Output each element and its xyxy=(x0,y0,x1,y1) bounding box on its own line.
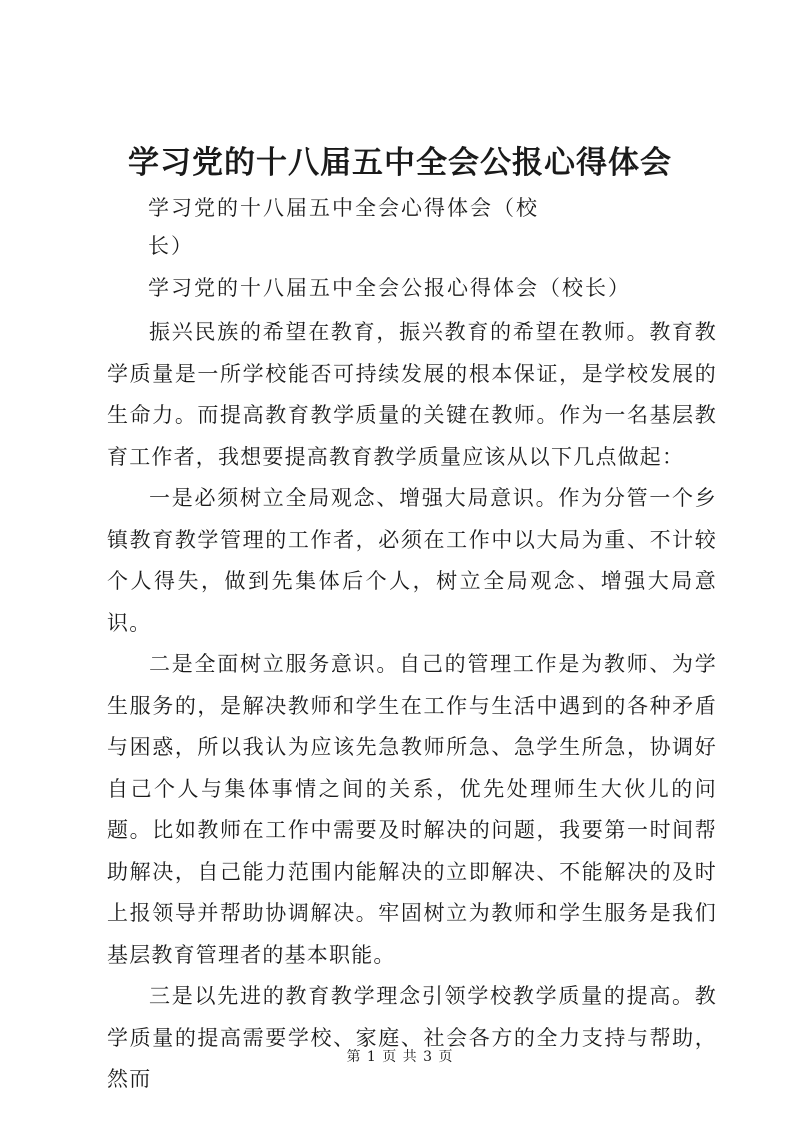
paragraph-2: 一是必须树立全局观念、增强大局意识。作为分管一个乡镇教育教学管理的工作者，必须在工作中以大局为重、不计较个人得失，做到先集体后个人，树立全局观念、增强大局意识。 xyxy=(107,486,717,635)
body-text xyxy=(107,312,717,1101)
document-title: 学习党的十八届五中全会公报心得体会 xyxy=(128,145,672,181)
subtitle-line-2: 长） xyxy=(148,234,194,258)
paragraph-4: 三是以先进的教育教学理念引领学校教学质量的提高。教学质量的提高需要学校、家庭、社会各方的全力支持与帮助，然而 xyxy=(107,984,717,1091)
paragraph-1: 振兴民族的希望在教育，振兴教育的希望在教师。教育教学质量是一所学校能否可持续发展的根本保证，是学校发展的生命力。而提高教育教学质量的关键在教师。作为一名基层教育工作者，我想要提高教育教学质量应该从以下几点做起： xyxy=(107,320,717,469)
page-footer: 第 1 页 共 3 页 xyxy=(346,1049,454,1065)
paragraph-3: 二是全面树立服务意识。自己的管理工作是为教师、为学生服务的，是解决教师和学生在工作与生活中遇到的各种矛盾与困惑，所以我认为应该先急教师所急、急学生所急，协调好自己个人与集体事情之间的关系，优先处理师生大伙儿的问题。比如教师在工作中需要及时解决的问题，我要第一时间帮助解决，自己能力范围内能解决的立即解决、不能解决的及时上报领导并帮助协调解决。牢固树立为教师和学生服务是我们基层教育管理者的基本职能。 xyxy=(107,652,717,967)
section-heading: 学习党的十八届五中全会公报心得体会（校长） xyxy=(148,276,631,300)
subtitle-line-1: 学习党的十八届五中全会心得体会（校 xyxy=(148,196,539,220)
